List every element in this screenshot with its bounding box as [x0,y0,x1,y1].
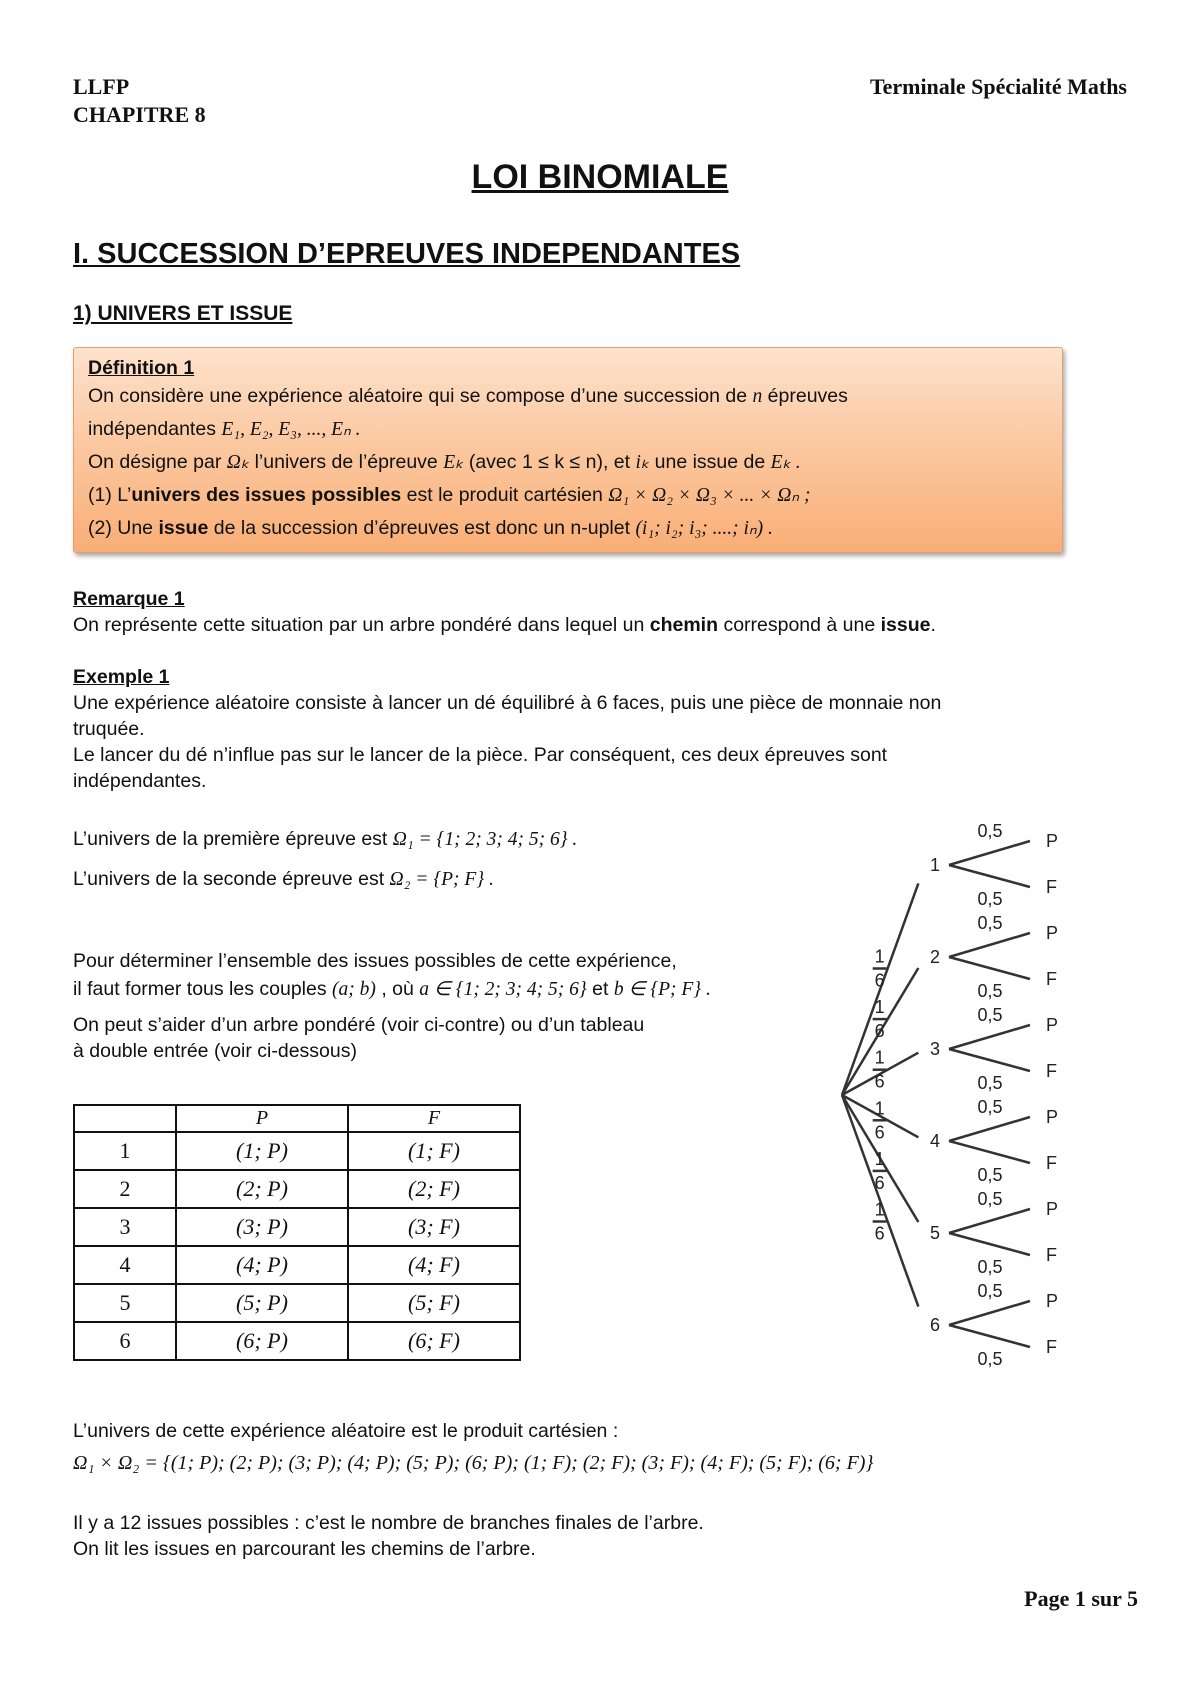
conclusion-line-1: L’univers de cette expérience aléatoire est le produit cartésien : [73,1420,619,1442]
tree-branch-level-2 [949,865,1030,887]
definition-box [73,347,1063,553]
tree-prob-denominator: 6 [874,1071,885,1092]
tree-leaf-label: F [1046,877,1057,897]
table-cell: (1; P) [176,1132,348,1170]
tree-leaf-probability: 0,5 [977,1073,1003,1093]
table-cell: (1; F) [348,1132,520,1170]
tree-branch-level-2 [949,1049,1030,1071]
tree-prob-numerator: 1 [874,1199,885,1220]
probability-tree [830,815,1090,1375]
tree-branch-level-2 [949,1301,1030,1325]
universe-1: L’univers de la première épreuve est Ω₁ = {1; 2; 3; 4; 5; 6} . [73,828,578,850]
example-paragraph-3-line-1: Pour déterminer l’ensemble des issues possibles de cette expérience, [73,950,677,972]
tree-node-label: 6 [929,1315,941,1335]
table-row [74,1322,520,1360]
table-row [74,1284,520,1322]
definition-line-1: On considère une expérience aléatoire qui se compose d’une succession de n épreuves [88,385,848,407]
tree-branch-level-2 [949,1209,1030,1233]
header-chapter: CHAPITRE 8 [73,102,206,127]
table-cell: 6 [74,1322,176,1360]
table-cell: (5; P) [176,1284,348,1322]
definition-title: Définition 1 [88,357,195,379]
tree-prob-denominator: 6 [874,1021,885,1042]
example-paragraph-3-line-2: il faut former tous les couples (a; b) , où a ∈ {1; 2; 3; 4; 5; 6} et b ∈ {P; F} . [73,978,711,1000]
tree-prob-numerator: 1 [874,1098,885,1119]
tree-prob-denominator: 6 [874,1172,885,1193]
remark-title: Remarque 1 [73,588,185,610]
table-row [74,1170,520,1208]
example-paragraph-2-line-2: indépendantes. [73,770,207,792]
tree-leaf-probability: 0,5 [977,889,1003,909]
table-cell: (4; P) [176,1246,348,1284]
tree-leaf-label: F [1046,1061,1057,1081]
tree-leaf-label: F [1046,1153,1057,1173]
tree-prob-denominator: 6 [874,1122,885,1143]
example-title: Exemple 1 [73,666,170,688]
tree-branch-level-2 [949,957,1030,979]
table-row [74,1246,520,1284]
example-paragraph-4-line-1: On peut s’aider d’un arbre pondéré (voir ci-contre) ou d’un tableau [73,1014,645,1036]
tree-leaf-probability: 0,5 [977,1005,1003,1025]
tree-branch-level-2 [949,933,1030,957]
remark-text: On représente cette situation par un arbre pondéré dans lequel un chemin correspond à une issue. [73,614,936,636]
header-school: LLFP [73,74,130,99]
table-header-cell: P [176,1105,348,1132]
page-number: Page 1 sur 5 [1024,1586,1138,1611]
subsection-heading: 1) UNIVERS ET ISSUE [73,302,293,325]
tree-leaf-label: P [1046,1199,1059,1219]
tree-branch-level-2 [949,841,1030,865]
tree-leaf-label: F [1046,1245,1057,1265]
table-cell: 2 [74,1170,176,1208]
tree-node-label: 1 [929,855,941,875]
conclusion-line-2: Il y a 12 issues possibles : c’est le nombre de branches finales de l’arbre. [73,1512,704,1534]
definition-line-3: On désigne par Ωₖ l’univers de l’épreuve Eₖ (avec 1 ≤ k ≤ n), et iₖ une issue de Eₖ . [88,451,801,473]
table-cell: (2; F) [348,1170,520,1208]
tree-leaf-probability: 0,5 [977,1097,1003,1117]
tree-node-label: 5 [929,1223,941,1243]
tree-leaf-label: F [1046,969,1057,989]
definition-line-4: (1) L’univers des issues possibles est le produit cartésien Ω₁ × Ω₂ × Ω₃ × ... × Ωₙ ; [88,484,811,506]
example-paragraph-2-line-1: Le lancer du dé n’influe pas sur le lancer de la pièce. Par conséquent, ces deux épreuves sont [73,744,888,766]
table-cell: (3; F) [348,1208,520,1246]
table-cell: 3 [74,1208,176,1246]
tree-prob-numerator: 1 [874,1047,885,1068]
tree-leaf-label: P [1046,1015,1059,1035]
section-heading: I. SUCCESSION D’EPREUVES INDEPENDANTES [73,238,741,270]
definition-line-2: indépendantes E₁, E₂, E₃, ..., Eₙ . [88,418,361,440]
example-paragraph-1-line-1: Une expérience aléatoire consiste à lancer un dé équilibré à 6 faces, puis une pièce de monnaie non [73,692,942,714]
tree-leaf-label: P [1046,1291,1059,1311]
tree-prob-numerator: 1 [874,946,885,967]
tree-leaf-probability: 0,5 [977,981,1003,1001]
tree-branch-level-2 [949,1117,1030,1141]
tree-leaf-probability: 0,5 [977,1349,1003,1369]
tree-prob-denominator: 6 [874,1223,885,1244]
table-row [74,1208,520,1246]
tree-prob-denominator: 6 [874,970,885,991]
tree-leaf-probability: 0,5 [977,1189,1003,1209]
tree-leaf-probability: 0,5 [977,1257,1003,1277]
tree-branch-level-2 [949,1025,1030,1049]
table-row [74,1132,520,1170]
tree-branch-level-2 [949,1233,1030,1255]
conclusion-line-3: On lit les issues en parcourant les chemins de l’arbre. [73,1538,536,1560]
tree-leaf-label: P [1046,1107,1059,1127]
table-cell: 1 [74,1132,176,1170]
tree-leaf-probability: 0,5 [977,1165,1003,1185]
table-cell: (6; P) [176,1322,348,1360]
table-cell: 5 [74,1284,176,1322]
tree-leaf-probability: 0,5 [977,821,1003,841]
tree-branch-level-2 [949,1325,1030,1347]
remark-block [73,586,1133,638]
header-course: Terminale Spécialité Maths [869,74,1127,99]
example-block [73,664,1133,794]
table-header-cell [74,1105,176,1132]
table-cell: 4 [74,1246,176,1284]
tree-leaf-label: P [1046,831,1059,851]
table-header-cell: F [348,1105,520,1132]
example-paragraph-4-line-2: à double entrée (voir ci-dessous) [73,1040,357,1062]
tree-leaf-label: F [1046,1337,1057,1357]
double-entry-table [73,1104,521,1361]
tree-prob-numerator: 1 [874,1148,885,1169]
page-title: LOI BINOMIALE [471,158,729,196]
universe-2: L’univers de la seconde épreuve est Ω₂ = {P; F} . [73,868,494,890]
table-cell: (5; F) [348,1284,520,1322]
table-cell: (4; F) [348,1246,520,1284]
tree-node-label: 4 [929,1131,941,1151]
tree-node-label: 3 [929,1039,941,1059]
cartesian-product-formula: Ω₁ × Ω₂ = {(1; P); (2; P); (3; P); (4; P); (5; P); (6; P); (1; F); (2; F); (3; F); (4; F); (5; F); (6; F)} [73,1452,874,1474]
tree-leaf-label: P [1046,923,1059,943]
example-paragraph-1-line-2: truquée. [73,718,145,740]
tree-prob-numerator: 1 [874,997,885,1018]
tree-node-label: 2 [929,947,941,967]
tree-leaf-probability: 0,5 [977,913,1003,933]
table-cell: (3; P) [176,1208,348,1246]
table-cell: (2; P) [176,1170,348,1208]
definition-line-5: (2) Une issue de la succession d’épreuves est donc un n-uplet (i₁; i₂; i₃; ....; iₙ) . [88,517,773,539]
tree-branch-level-2 [949,1141,1030,1163]
table-cell: (6; F) [348,1322,520,1360]
tree-leaf-probability: 0,5 [977,1281,1003,1301]
table-header-row [74,1105,520,1132]
